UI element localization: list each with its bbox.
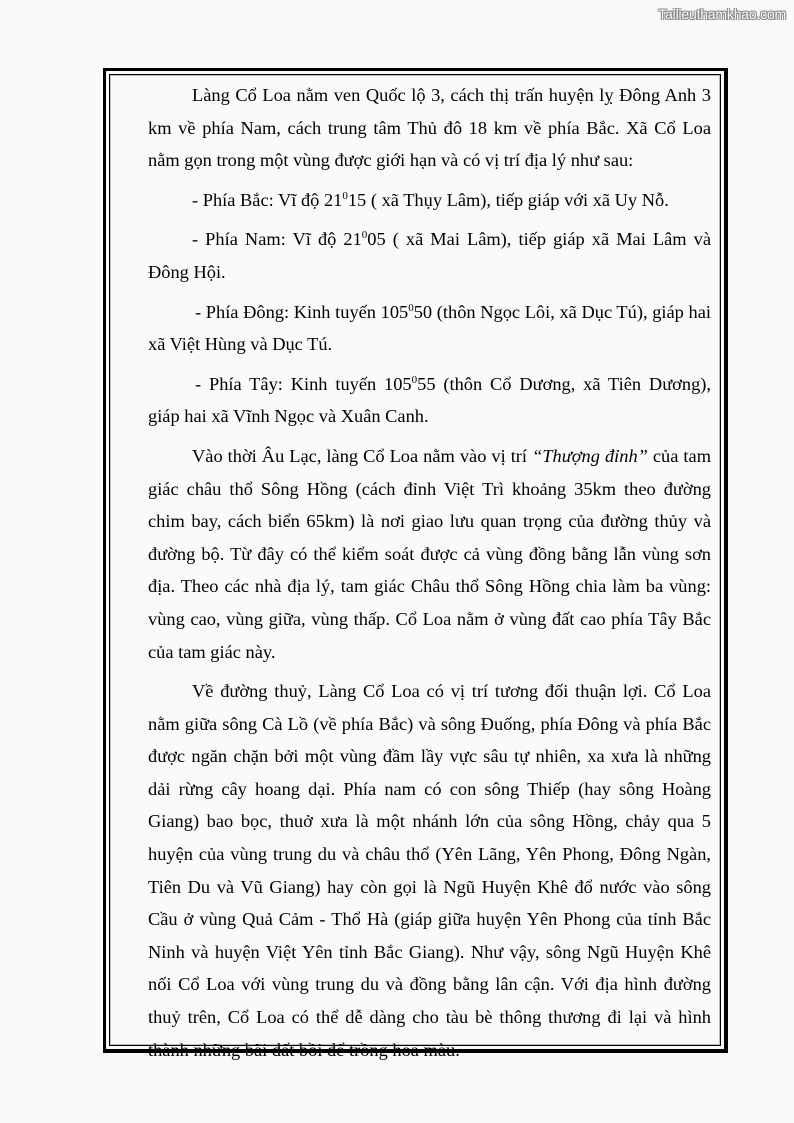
- north-boundary-prefix: - Phía Bắc: Vĩ độ 21: [192, 189, 343, 210]
- paragraph-north-boundary: [148, 184, 711, 217]
- paragraph-waterway: Về đường thuỷ, Làng Cổ Loa có vị trí tương đối thuận lợi. Cổ Loa nằm giữa sông Cà Lồ (về phía Bắc) và sông Đuống, phía Đông và phía Bắc được ngăn chặn bởi một vùng đầm lầy vực sâu tự nhiên, xa xưa là những dải rừng cây hoang dại. Phía nam có con sông Thiếp (hay sông Hoàng Giang) bao bọc, thuở xưa là một nhánh lớn của sông Hồng, chảy qua 5 huyện của vùng trung du và châu thổ (Yên Lãng, Yên Phong, Đông Ngàn, Tiên Du và Vũ Giang) hay còn gọi là Ngũ Huyện Khê đổ nước vào sông Cầu ở vùng Quả Cảm - Thổ Hà (giáp giữa huyện Yên Phong của tỉnh Bắc Ninh và huyện Việt Yên tỉnh Bắc Giang). Như vậy, sông Ngũ Huyện Khê nối Cổ Loa với vùng trung du và đồng bằng lân cận. Với địa hình đường thuỷ trên, Cổ Loa có thể dễ dàng cho tàu bè thông thương đi lại và hình thành những bãi đất bồi để trồng hoa màu.: [148, 681, 711, 1060]
- page-border-frame: [103, 68, 728, 1060]
- paragraph-west-boundary: [148, 368, 711, 433]
- au-lac-text-after: của tam giác châu thổ Sông Hồng (cách đỉnh Việt Trì khoảng 35km theo đường chim bay, cách biển 65km) là nơi giao lưu quan trọng của đường thủy và đường bộ. Từ đây có thể kiểm soát được cả vùng đồng bằng lẫn vùng sơn địa. Theo các nhà địa lý, tam giác Châu thổ Sông Hồng chia làm ba vùng: vùng cao, vùng giữa, vùng thấp. Cổ Loa nằm ở vùng đất cao phía Tây Bắc của tam giác này.: [148, 445, 711, 662]
- emphasis-thuong-dinh: “Thượng đỉnh”: [532, 445, 648, 466]
- east-boundary-suffix: 50 (thôn Ngọc Lôi, xã Dục Tú), giáp hai xã Việt Hùng và Dục Tú.: [148, 301, 711, 355]
- east-boundary-prefix: - Phía Đông: Kinh tuyến 105: [195, 301, 409, 322]
- south-boundary-suffix: 05 ( xã Mai Lâm), tiếp giáp xã Mai Lâm và Đông Hội.: [148, 229, 711, 282]
- degree-superscript: 0: [342, 189, 348, 202]
- north-boundary-suffix: 15 ( xã Thụy Lâm), tiếp giáp với xã Uy Nỗ.: [347, 189, 669, 210]
- paragraph-intro: Làng Cổ Loa nằm ven Quốc lộ 3, cách thị trấn huyện lỵ Đông Anh 3 km về phía Nam, cách trung tâm Thủ đô 18 km về phía Bắc. Xã Cổ Loa nằm gọn trong một vùng được giới hạn và có vị trí địa lý như sau:: [148, 85, 711, 171]
- south-boundary-prefix: - Phía Nam: Vĩ độ 21: [192, 229, 362, 250]
- au-lac-text-before: Vào thời Âu Lạc, làng Cổ Loa nằm vào vị trí: [192, 445, 533, 466]
- document-body: [148, 79, 711, 1066]
- degree-superscript: 0: [361, 229, 368, 242]
- paragraph-east-boundary: [148, 296, 711, 361]
- degree-superscript: 0: [408, 301, 414, 314]
- degree-superscript: 0: [411, 373, 418, 386]
- paragraph-au-lac: [148, 440, 711, 668]
- page-border-inner: [109, 74, 721, 1060]
- watermark: Tailieuthamkhao.com: [658, 6, 786, 22]
- paragraph-south-boundary: [148, 223, 711, 288]
- west-boundary-suffix: 55 (thôn Cổ Dương, xã Tiên Dương), giáp hai xã Vĩnh Ngọc và Xuân Canh.: [148, 373, 712, 427]
- west-boundary-prefix: - Phía Tây: Kinh tuyến 105: [195, 373, 412, 394]
